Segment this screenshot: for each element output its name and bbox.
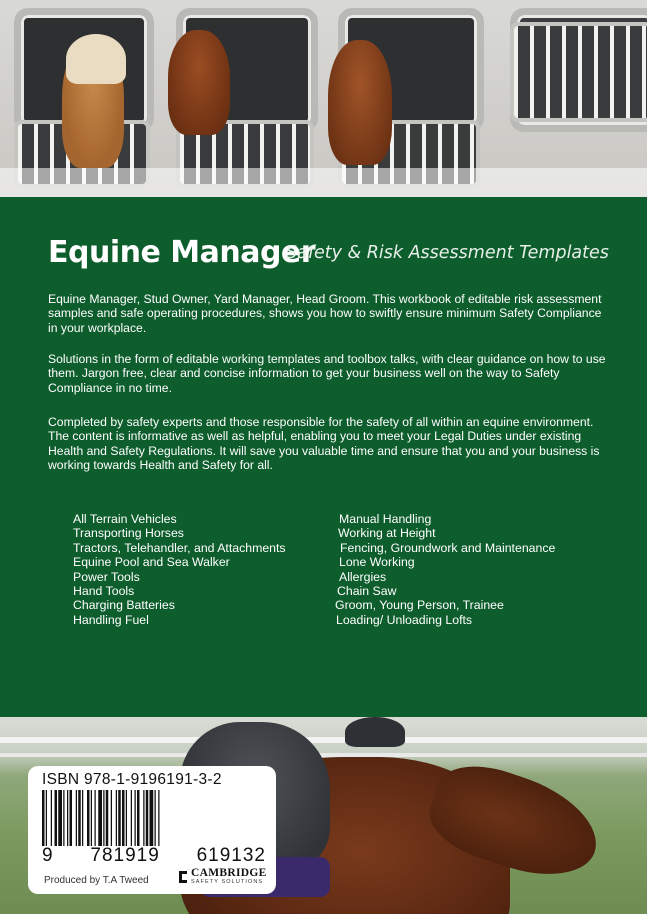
barcode-bar bbox=[158, 790, 159, 846]
completed-by-paragraph: Completed by safety experts and those responsible for the safety of all within an equine environment. The content is informative as well as helpful, enabling you to meet your Legal Duties under existing Health and Safety Regulations. It will save you valuable time and ensure that you and your business is working towards Health and Safety for all. bbox=[48, 415, 600, 472]
topic-item: Chain Saw bbox=[337, 584, 397, 599]
publisher-logo bbox=[178, 868, 267, 885]
barcode-bar bbox=[135, 790, 136, 846]
barcode-bar bbox=[87, 790, 90, 846]
top-horse-trailer-photo bbox=[0, 0, 647, 197]
barcode-bar bbox=[63, 790, 64, 846]
topic-item: Allergies bbox=[339, 569, 387, 584]
barcode-bar bbox=[116, 790, 117, 846]
barcode-bar bbox=[82, 790, 83, 846]
isbn-barcode-label bbox=[28, 766, 276, 894]
topics-list-right bbox=[336, 512, 555, 627]
publisher-tagline: SAFETY SOLUTIONS bbox=[191, 878, 264, 885]
barcode-bar bbox=[91, 790, 92, 846]
topic-item: Equine Pool and Sea Walker bbox=[73, 555, 230, 570]
barcode-digits bbox=[42, 845, 266, 867]
barcode-bar bbox=[98, 790, 102, 846]
barcode-bar bbox=[126, 790, 127, 846]
barcode-bar bbox=[70, 790, 73, 846]
track-rail-lower bbox=[0, 753, 647, 757]
barcode-bar bbox=[106, 790, 109, 846]
topics-list-left bbox=[73, 512, 286, 627]
topic-item: Groom, Young Person, Trainee bbox=[335, 598, 504, 613]
barcode-bar bbox=[103, 790, 104, 846]
topic-item: Loading/ Unloading Lofts bbox=[336, 612, 473, 627]
barcode-bar bbox=[42, 790, 45, 846]
photo-fade-strip bbox=[0, 168, 647, 197]
barcode-bar bbox=[55, 790, 58, 846]
horse-chestnut-middle bbox=[168, 30, 230, 135]
barcode-digit-group: 9 bbox=[42, 845, 54, 866]
topic-item: Manual Handling bbox=[339, 512, 432, 526]
barcode-bar bbox=[146, 790, 149, 846]
barcode-bar bbox=[137, 790, 140, 846]
topic-item: Handling Fuel bbox=[73, 612, 149, 627]
barcode-bar bbox=[122, 790, 125, 846]
barcode-bar bbox=[46, 790, 47, 846]
trailer-bars-far-right bbox=[510, 22, 647, 122]
cover-content-panel bbox=[0, 197, 647, 717]
barcode-bar bbox=[155, 790, 156, 846]
horse-chestnut-right bbox=[328, 40, 392, 165]
barcode-bar bbox=[67, 790, 68, 846]
barcode-bar bbox=[58, 790, 62, 846]
topic-item: All Terrain Vehicles bbox=[73, 512, 177, 526]
topic-item: Lone Working bbox=[339, 555, 415, 570]
barcode-bar bbox=[95, 790, 96, 846]
barcode-digit-group: 619132 bbox=[196, 845, 266, 866]
barcode-bar bbox=[78, 790, 81, 846]
publisher-logo-icon bbox=[178, 870, 188, 884]
publisher-name: CAMBRIDGE bbox=[191, 867, 267, 879]
barcode-bar bbox=[118, 790, 121, 846]
topic-item: Working at Height bbox=[338, 526, 436, 541]
topic-item: Hand Tools bbox=[73, 584, 135, 599]
solutions-paragraph: Solutions in the form of editable working templates and toolbox talks, with clear guidance on how to use them. Jargon free, clear and concise information to get your business well on the way to Safety Compliance in no time. bbox=[48, 352, 606, 395]
topic-item: Power Tools bbox=[73, 569, 140, 584]
barcode-bar bbox=[111, 790, 112, 846]
barcode-bar bbox=[150, 790, 154, 846]
track-rail-top bbox=[0, 737, 647, 743]
intro-paragraph: Equine Manager, Stud Owner, Yard Manager, Head Groom. This workbook of editable risk assessment samples and safe operating procedures, shows you how to swiftly ensure minimum Safety Compliance in your workplace. bbox=[48, 292, 602, 335]
barcode-bar bbox=[51, 790, 52, 846]
topic-item: Transporting Horses bbox=[73, 526, 184, 541]
barcode-bar bbox=[131, 790, 132, 846]
barcode-digit-group: 781919 bbox=[90, 845, 160, 866]
barcode-bar bbox=[76, 790, 77, 846]
isbn-number: ISBN 978-1-9196191-3-2 bbox=[42, 771, 222, 788]
topic-item: Tractors, Telehandler, and Attachments bbox=[73, 540, 286, 555]
barcode-graphic bbox=[42, 790, 262, 846]
book-title: Equine Manager bbox=[48, 235, 316, 270]
book-subtitle: Safety & Risk Assessment Templates bbox=[286, 243, 609, 263]
topic-item: Fencing, Groundwork and Maintenance bbox=[340, 540, 556, 555]
rider-helmet bbox=[345, 717, 405, 747]
horse-mane-blonde bbox=[66, 34, 126, 84]
barcode-bar bbox=[143, 790, 144, 846]
produced-by-credit: Produced by T.A Tweed bbox=[44, 875, 149, 886]
topic-item: Charging Batteries bbox=[73, 598, 175, 613]
